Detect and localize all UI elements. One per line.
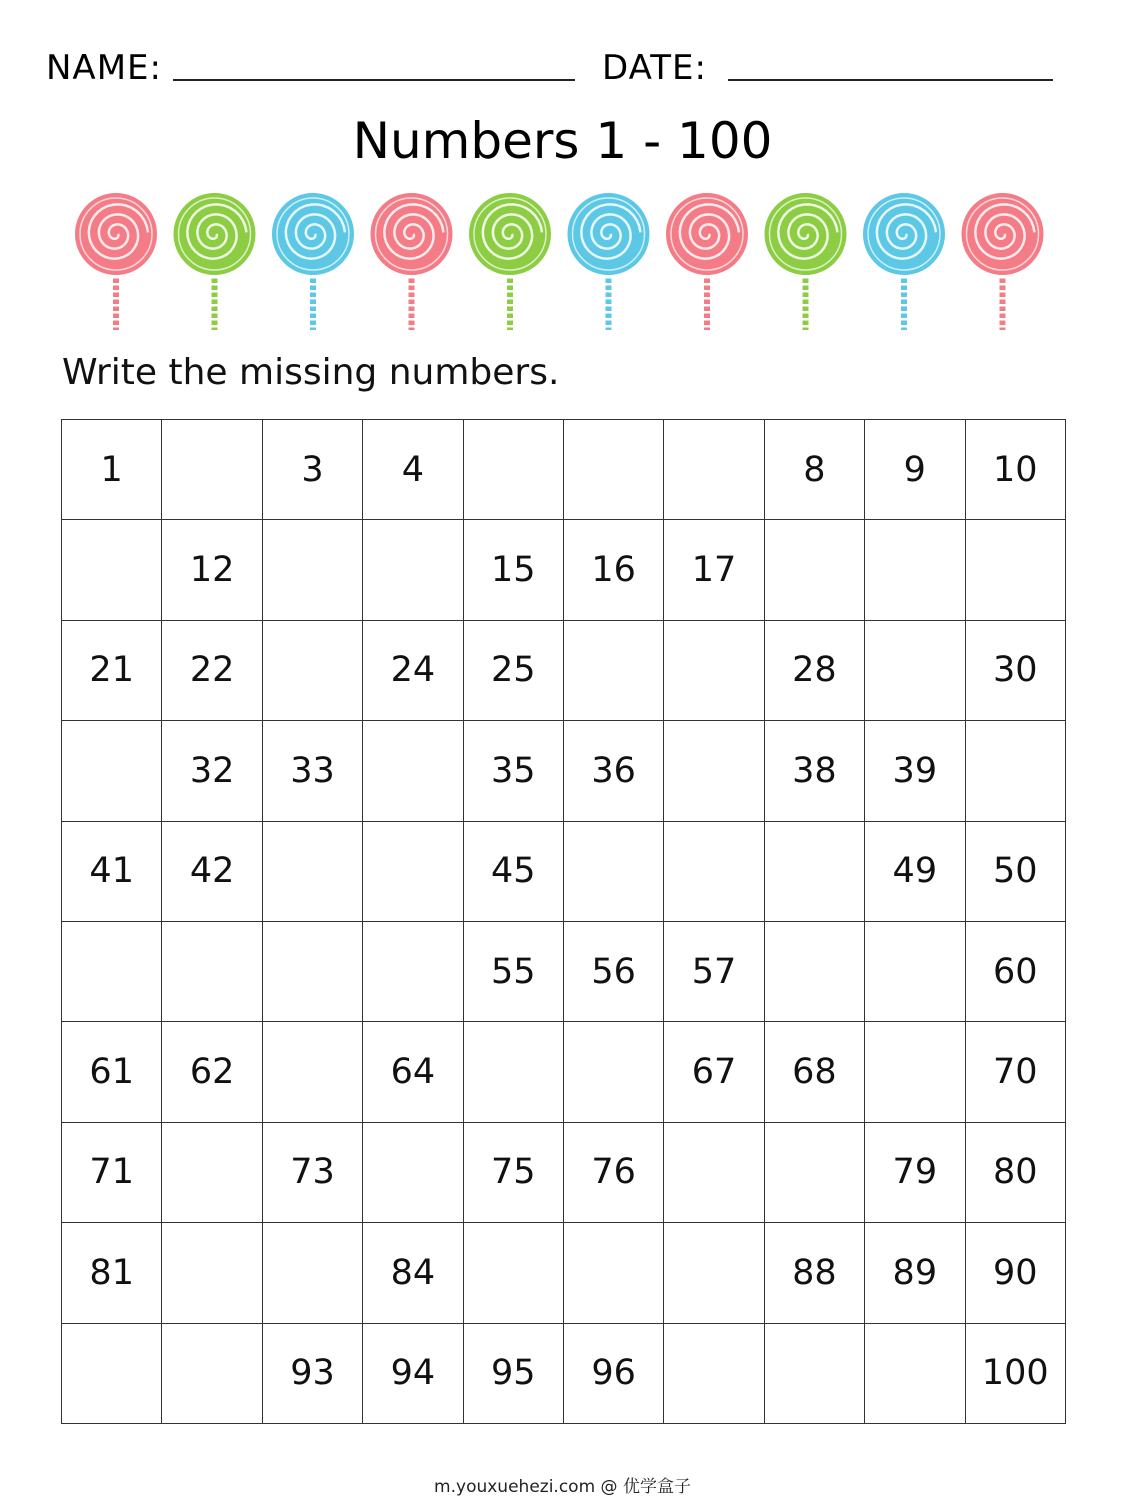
blank-cell[interactable]: [865, 921, 965, 1021]
number-cell: 25: [463, 620, 563, 720]
number-cell: 33: [262, 721, 362, 821]
blank-cell[interactable]: [764, 520, 864, 620]
blank-cell[interactable]: [262, 520, 362, 620]
number-grid: [61, 419, 1066, 1424]
blank-cell[interactable]: [563, 420, 663, 520]
blank-cell[interactable]: [162, 1223, 262, 1323]
number-cell: 56: [563, 921, 663, 1021]
number-cell: 49: [865, 821, 965, 921]
instruction-text: Write the missing numbers.: [62, 352, 560, 393]
number-cell: 36: [563, 721, 663, 821]
blank-cell[interactable]: [62, 520, 162, 620]
blank-cell[interactable]: [363, 1122, 463, 1222]
number-cell: 61: [62, 1022, 162, 1122]
blank-cell[interactable]: [563, 821, 663, 921]
blank-cell[interactable]: [363, 520, 463, 620]
number-cell: 39: [865, 721, 965, 821]
date-field[interactable]: [728, 79, 1053, 81]
number-cell: 16: [563, 520, 663, 620]
number-cell: 67: [664, 1022, 764, 1122]
number-cell: 84: [363, 1223, 463, 1323]
number-cell: 70: [965, 1022, 1065, 1122]
grid-row: [62, 420, 1066, 520]
number-cell: 45: [463, 821, 563, 921]
number-cell: 35: [463, 721, 563, 821]
blank-cell[interactable]: [664, 1223, 764, 1323]
blank-cell[interactable]: [62, 1323, 162, 1423]
blank-cell[interactable]: [764, 821, 864, 921]
number-cell: 22: [162, 620, 262, 720]
blank-cell[interactable]: [664, 721, 764, 821]
blank-cell[interactable]: [563, 620, 663, 720]
blank-cell[interactable]: [363, 921, 463, 1021]
lollipop-icon: [74, 192, 158, 330]
grid-row: [62, 1323, 1066, 1423]
number-cell: 50: [965, 821, 1065, 921]
number-cell: 24: [363, 620, 463, 720]
name-label: NAME:: [46, 48, 162, 88]
blank-cell[interactable]: [563, 1223, 663, 1323]
blank-cell[interactable]: [463, 1022, 563, 1122]
blank-cell[interactable]: [62, 921, 162, 1021]
blank-cell[interactable]: [865, 1323, 965, 1423]
number-cell: 88: [764, 1223, 864, 1323]
blank-cell[interactable]: [363, 821, 463, 921]
blank-cell[interactable]: [363, 721, 463, 821]
number-cell: 55: [463, 921, 563, 1021]
blank-cell[interactable]: [62, 721, 162, 821]
blank-cell[interactable]: [162, 921, 262, 1021]
number-cell: 71: [62, 1122, 162, 1222]
grid-row: [62, 721, 1066, 821]
number-cell: 3: [262, 420, 362, 520]
blank-cell[interactable]: [865, 620, 965, 720]
blank-cell[interactable]: [262, 1022, 362, 1122]
blank-cell[interactable]: [764, 921, 864, 1021]
number-cell: 4: [363, 420, 463, 520]
number-cell: 94: [363, 1323, 463, 1423]
blank-cell[interactable]: [463, 1223, 563, 1323]
blank-cell[interactable]: [664, 1122, 764, 1222]
blank-cell[interactable]: [162, 1323, 262, 1423]
number-cell: 60: [965, 921, 1065, 1021]
number-cell: 10: [965, 420, 1065, 520]
lollipop-icon: [468, 192, 552, 330]
blank-cell[interactable]: [262, 620, 362, 720]
number-cell: 100: [965, 1323, 1065, 1423]
number-cell: 41: [62, 821, 162, 921]
blank-cell[interactable]: [865, 1022, 965, 1122]
grid-row: [62, 1223, 1066, 1323]
blank-cell[interactable]: [965, 721, 1065, 821]
number-cell: 8: [764, 420, 864, 520]
lollipop-icon: [665, 192, 749, 330]
number-cell: 64: [363, 1022, 463, 1122]
page-title: Numbers 1 - 100: [352, 112, 773, 170]
number-cell: 89: [865, 1223, 965, 1323]
blank-cell[interactable]: [664, 1323, 764, 1423]
number-cell: 79: [865, 1122, 965, 1222]
blank-cell[interactable]: [262, 1223, 362, 1323]
number-cell: 62: [162, 1022, 262, 1122]
number-cell: 9: [865, 420, 965, 520]
grid-row: [62, 1122, 1066, 1222]
date-label: DATE:: [602, 48, 707, 88]
number-cell: 73: [262, 1122, 362, 1222]
lollipop-icon: [764, 192, 848, 330]
number-cell: 32: [162, 721, 262, 821]
grid-row: [62, 921, 1066, 1021]
lollipop-icon: [173, 192, 257, 330]
blank-cell[interactable]: [764, 1323, 864, 1423]
blank-cell[interactable]: [463, 420, 563, 520]
number-cell: 17: [664, 520, 764, 620]
grid-row: [62, 821, 1066, 921]
name-field[interactable]: [173, 79, 575, 81]
grid-row: [62, 620, 1066, 720]
footer-watermark: m.youxuehezi.com @ 优学盒子: [434, 1477, 691, 1497]
blank-cell[interactable]: [865, 520, 965, 620]
lollipop-icon: [567, 192, 651, 330]
lollipop-row: [72, 190, 1052, 340]
number-cell: 95: [463, 1323, 563, 1423]
number-cell: 80: [965, 1122, 1065, 1222]
lollipop-icon: [862, 192, 946, 330]
number-cell: 68: [764, 1022, 864, 1122]
grid-row: [62, 1022, 1066, 1122]
number-cell: 15: [463, 520, 563, 620]
number-cell: 1: [62, 420, 162, 520]
number-cell: 57: [664, 921, 764, 1021]
blank-cell[interactable]: [162, 420, 262, 520]
number-cell: 42: [162, 821, 262, 921]
number-cell: 90: [965, 1223, 1065, 1323]
lollipop-icon: [271, 192, 355, 330]
blank-cell[interactable]: [563, 1022, 663, 1122]
number-cell: 12: [162, 520, 262, 620]
blank-cell[interactable]: [262, 821, 362, 921]
number-cell: 21: [62, 620, 162, 720]
blank-cell[interactable]: [664, 620, 764, 720]
header-row: [0, 48, 1125, 92]
lollipop-icon: [961, 192, 1045, 330]
number-cell: 38: [764, 721, 864, 821]
number-cell: 30: [965, 620, 1065, 720]
grid-row: [62, 520, 1066, 620]
number-cell: 81: [62, 1223, 162, 1323]
blank-cell[interactable]: [664, 420, 764, 520]
blank-cell[interactable]: [664, 821, 764, 921]
number-cell: 76: [563, 1122, 663, 1222]
blank-cell[interactable]: [965, 520, 1065, 620]
number-cell: 28: [764, 620, 864, 720]
blank-cell[interactable]: [162, 1122, 262, 1222]
blank-cell[interactable]: [764, 1122, 864, 1222]
number-cell: 96: [563, 1323, 663, 1423]
number-cell: 93: [262, 1323, 362, 1423]
blank-cell[interactable]: [262, 921, 362, 1021]
lollipop-icon: [370, 192, 454, 330]
number-cell: 75: [463, 1122, 563, 1222]
